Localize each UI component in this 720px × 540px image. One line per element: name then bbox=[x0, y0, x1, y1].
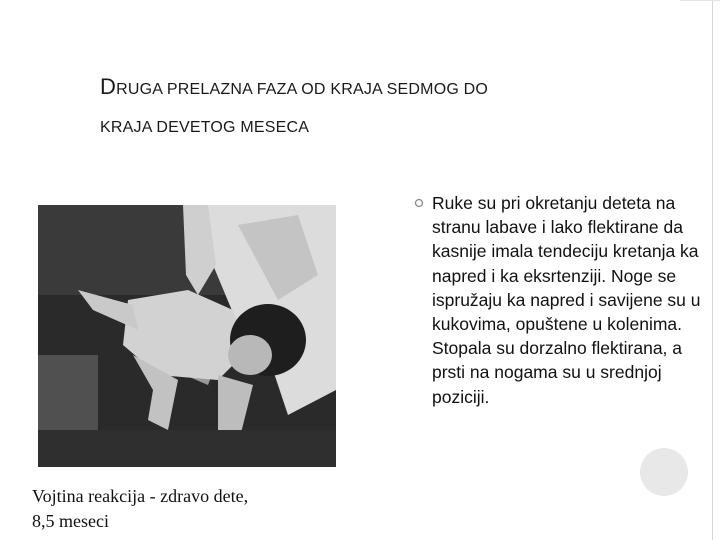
infant-photo bbox=[38, 205, 336, 467]
slide-title bbox=[100, 68, 700, 147]
infant-photo-image bbox=[38, 205, 336, 467]
caption-line-2: 8,5 meseci bbox=[32, 511, 109, 531]
decorative-circle bbox=[640, 448, 688, 496]
title-initial-cap: D bbox=[100, 74, 117, 99]
hollow-circle-bullet-icon bbox=[414, 198, 424, 208]
photo-caption bbox=[32, 484, 332, 534]
slide-edge-line bbox=[712, 0, 713, 540]
slide-edge-line-top bbox=[680, 0, 720, 1]
title-line-1 bbox=[100, 68, 700, 109]
bullet-text: Ruke su pri okretanju deteta na stranu labave i lako flektirane da kasnije imala tendeciju kretanja ka napred i ka eksrtenziji. Noge se ispružaju ka napred i savijene su u kukovima, opuštene u kolenima. Stopala su dorzalno flektirana, a prsti na nogama su u srednjoj poziciji. bbox=[432, 193, 701, 407]
title-line-1-text: RUGA PRELAZNA FAZA OD KRAJA SEDMOG DO bbox=[116, 81, 489, 98]
caption-line-1: Vojtina reakcija - zdravo dete, bbox=[32, 486, 249, 506]
title-line-2: KRAJA DEVETOG MESECA bbox=[100, 119, 310, 136]
